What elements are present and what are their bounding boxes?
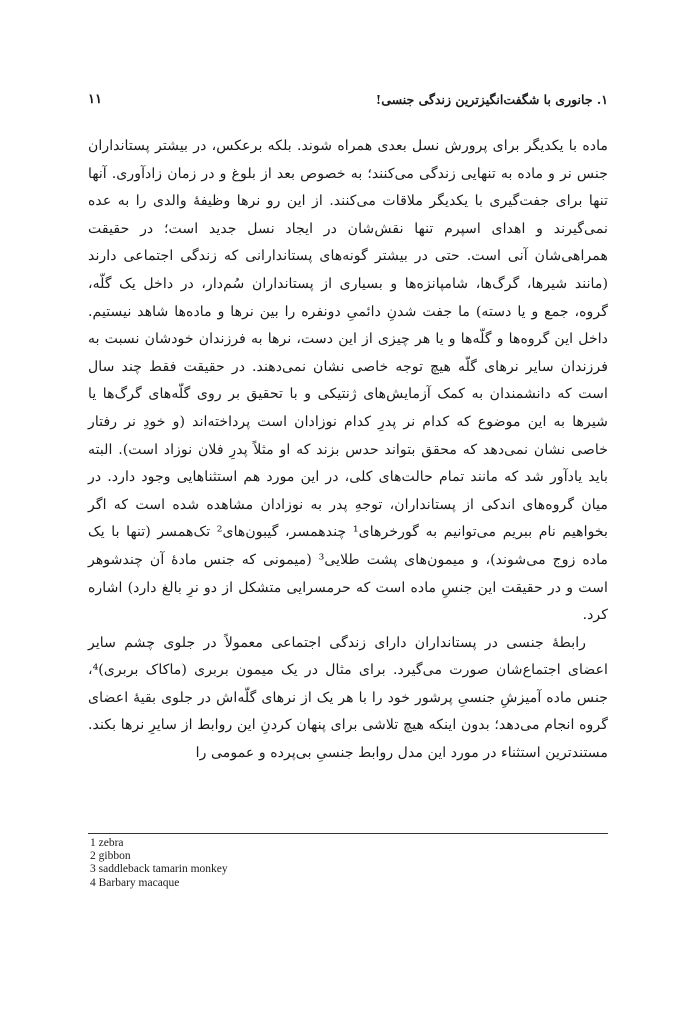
footnote: 3 saddleback tamarin monkey bbox=[90, 863, 228, 876]
chapter-title: ۱. جانوری با شگفت‌انگیزترین زندگی جنسی! bbox=[375, 92, 608, 107]
paragraph: رابطهٔ جنسی در پستانداران دارای زندگی اجتماعی معمولاً در جلوی چشم سایر اعضای اجتماع‌شان صورت می‌گیرد. برای مثال در یک میمون بربری (ماکاک بربری)⁴، جنس ماده آمیزشِ جنسیِ پرشور خود را با هر یک از نرهای گلّه‌اش در جلوی بقیهٔ اعضای گروه انجام می‌دهد؛ بدون اینکه هیچ تلاشی برای پنهان کردنِ این روابط از سایرِ نرها بکند. مستندترین استثناء در مورد این مدل روابط جنسیِ بی‌پرده و عمومی را bbox=[88, 634, 608, 762]
body-text bbox=[88, 133, 608, 768]
book-page bbox=[88, 0, 608, 1023]
page-number: ۱۱ bbox=[88, 92, 102, 107]
paragraph: ماده با یکدیگر برای پرورش نسل بعدی همراه شوند. بلکه برعکس، در بیشتر پستانداران جنس نر و ماده به تنهایی زندگی می‌کنند؛ به خصوص بعد از بلوغ و در زمان زادآوری. آنها تنها برای جفت‌گیری با یکدیگر ملاقات می‌کنند. از این رو نرها وظیفهٔ والدی را به عده نمی‌گیرند و اهدای اسپرم تنها نقش‌شان در ایجاد نسل جدید است؛ در حقیقت همراهی‌شان آنی است. حتی در بیشتر گونه‌های پستاندارانی که زندگی اجتماعی دارند (مانند شیرها، گرگ‌ها، شامپانزه‌ها و بسیاری از پستانداران سُم‌دار، در داخل یک گلّه، گروه، جمع و یا دسته) ما جفت شدنِ دائمیِ دونفره را بین نرها و ماده‌ها شاهد نیستیم. داخل این گروه‌ها و گلّه‌ها و یا هر چیزی از این دست، نرها به فرزندان خودشان نسبت به فرزندان سایر نرهای گلّه هیچ توجه خاصی نشان نمی‌دهند. در حقیقت فقط چند سال است که دانشمندان به کمک آزمایش‌های ژنتیکی و با تحقیق بر روی گلّه‌های گرگ‌ها یا شیرها به این موضوع که کدام نر پدرِ کدام نوزادان است پرداخته‌اند (و خودِ نر رفتار خاصی نشان نمی‌دهد که محقق بتواند حدس بزند که او مثلاً پدرِ فلان نوزاد است). البته باید یادآور شد که مانند تمام حالت‌های کلی، در این مورد هم استثناهایی وجود دارد. در میان گروه‌های اندکی از پستانداران، توجهِ پدر به نوزادان مشاهده شده است که اگر بخواهیم نام ببریم می‌توانیم به گورخرهای¹ چندهمسر، گیبون‌های² تک‌همسر (تنها با یک ماده زوج می‌شوند)، و میمون‌های پشت طلایی³ (میمونی که جنس مادهٔ آن چندشوهر است و در حقیقت این جنسِ ماده است که حرمسرایی متشکل از دو نرِ بالغ دارد) اشاره کرد. bbox=[88, 138, 609, 624]
footnote: 1 zebra bbox=[90, 837, 124, 849]
footnotes bbox=[90, 837, 228, 890]
footnote: 4 Barbary macaque bbox=[90, 876, 180, 889]
footnote-separator bbox=[88, 833, 608, 834]
footnote: 2 gibbon bbox=[90, 850, 131, 863]
running-header bbox=[88, 92, 608, 112]
